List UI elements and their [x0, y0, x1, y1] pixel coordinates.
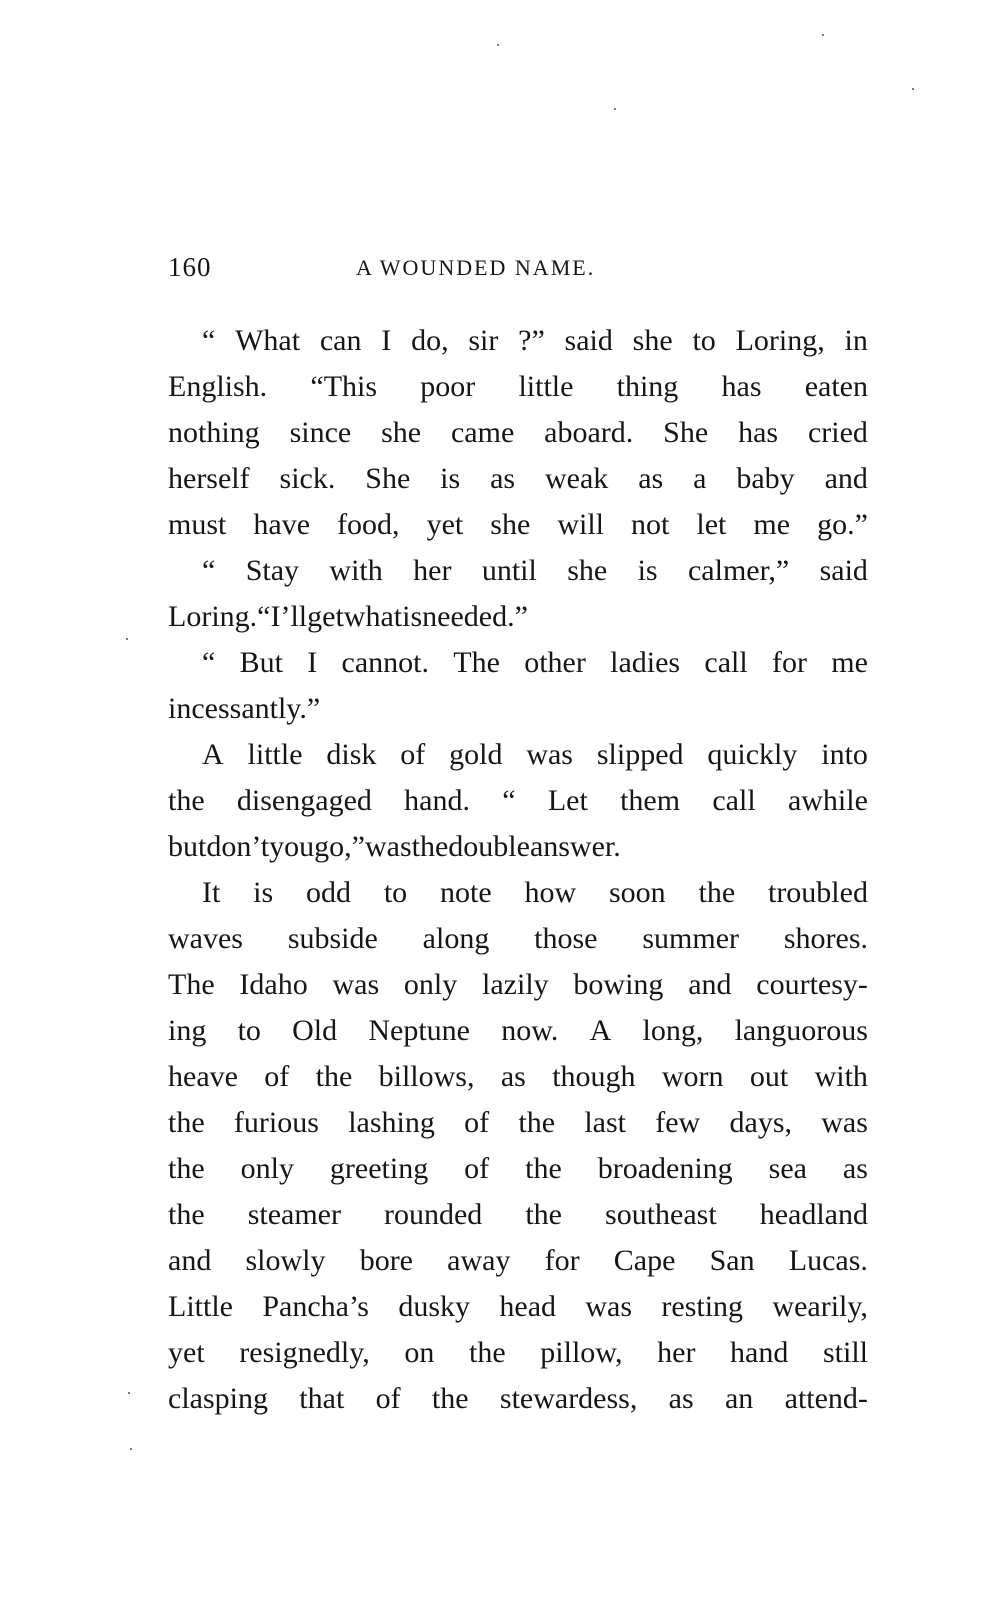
paper-speck [822, 34, 824, 36]
text-line [168, 410, 868, 456]
word: the [168, 784, 205, 817]
word: don’t [206, 830, 270, 863]
word: do, [411, 324, 449, 357]
word: Cape [613, 1244, 676, 1277]
word: came [450, 416, 515, 449]
word: can [319, 324, 362, 357]
word: said [819, 554, 868, 587]
word: you [269, 830, 315, 863]
word: me [831, 646, 868, 679]
text-line [168, 732, 868, 778]
word: to [383, 876, 408, 909]
word: call [704, 646, 748, 679]
word: and [688, 968, 732, 1001]
word: I [307, 646, 318, 679]
word: is [253, 876, 274, 909]
word: that [299, 1382, 345, 1415]
word: calmer,” [687, 554, 790, 587]
word: them [620, 784, 681, 817]
paper-speck [126, 638, 128, 640]
word: last [584, 1106, 626, 1139]
word: Loring. [168, 600, 258, 633]
word: the [431, 1382, 469, 1415]
text-line [168, 456, 868, 502]
word: Lucas. [788, 1244, 868, 1277]
word: baby [736, 462, 795, 495]
word: waves [168, 922, 243, 955]
word: Let [547, 784, 588, 817]
word: southeast [605, 1198, 717, 1231]
word: cried [807, 416, 868, 449]
word: was [585, 1290, 633, 1323]
word: What [235, 324, 301, 357]
word: have [253, 508, 311, 541]
word: disengaged [236, 784, 372, 817]
word: she [381, 416, 422, 449]
word: is [440, 462, 461, 495]
text-line [168, 962, 868, 1008]
word: slipped [596, 738, 684, 771]
word: steamer [247, 1198, 341, 1231]
word: as [668, 1382, 694, 1415]
word: eaten [804, 370, 868, 403]
word: gold [449, 738, 503, 771]
word: bore [359, 1244, 413, 1277]
word: into [821, 738, 868, 771]
word: ing [168, 1014, 207, 1047]
word: though [552, 1060, 636, 1093]
paper-speck [497, 44, 499, 46]
word: now. [501, 1014, 559, 1047]
text-line [168, 1330, 868, 1376]
word: “ [502, 784, 516, 817]
word: long, [642, 1014, 704, 1047]
word: troubled [767, 876, 868, 909]
word: languorous [734, 1014, 868, 1047]
word: the [469, 1336, 506, 1369]
word: courtesy- [756, 968, 868, 1001]
text-line [168, 916, 868, 962]
word: nothing [168, 416, 260, 449]
word: needed.” [422, 600, 528, 633]
word: as [638, 462, 664, 495]
word: sea [768, 1152, 807, 1185]
word: billows, [378, 1060, 475, 1093]
word: her [657, 1336, 696, 1369]
word: thing [616, 370, 679, 403]
word: for [771, 646, 807, 679]
word: attend- [784, 1382, 868, 1415]
word: the [168, 1152, 205, 1185]
word: and [168, 1244, 212, 1277]
text-line [168, 318, 868, 364]
body-text [168, 318, 868, 1422]
word: what [343, 600, 403, 633]
word: was [821, 1106, 868, 1139]
word: to [692, 324, 716, 357]
word: English. [168, 370, 268, 403]
word: I [381, 324, 392, 357]
word: note [440, 876, 492, 909]
word: furious [233, 1106, 319, 1139]
word: A [589, 1014, 612, 1047]
word: the [315, 1060, 353, 1093]
word: call [712, 784, 756, 817]
word: to [237, 1014, 261, 1047]
word: other [524, 646, 586, 679]
word: until [481, 554, 537, 587]
word: I’ll [270, 600, 308, 633]
word: hand. [404, 784, 470, 817]
word: still [822, 1336, 868, 1369]
text-line [168, 686, 868, 732]
word: go,” [314, 830, 365, 863]
word: the [518, 1106, 556, 1139]
word: Little [168, 1290, 233, 1323]
word: she [567, 554, 608, 587]
text-line [168, 1192, 868, 1238]
word: the [525, 1198, 562, 1231]
paper-speck [614, 108, 616, 110]
word: along [422, 922, 490, 955]
word: days, [729, 1106, 792, 1139]
word: is [637, 554, 658, 587]
word: odd [306, 876, 351, 909]
word: little [518, 370, 574, 403]
word: but [168, 830, 207, 863]
word: The [168, 968, 215, 1001]
word: yet [426, 508, 464, 541]
word: has [721, 370, 762, 403]
text-line [168, 640, 868, 686]
word: slowly [245, 1244, 326, 1277]
text-line [168, 824, 868, 870]
word: dusky [398, 1290, 471, 1323]
word: “ [202, 646, 216, 679]
word: hand [730, 1336, 789, 1369]
word: stewardess, [499, 1382, 638, 1415]
word: sir [468, 324, 499, 357]
word: sick. [279, 462, 336, 495]
word: get [307, 600, 344, 633]
word: lazily [482, 968, 549, 1001]
word: will [557, 508, 604, 541]
word: of [375, 1382, 401, 1415]
word: A [202, 738, 224, 771]
word: was [526, 738, 573, 771]
word: weak [545, 462, 609, 495]
word: the [411, 830, 449, 863]
word: out [749, 1060, 789, 1093]
text-line [168, 870, 868, 916]
word: disk [326, 738, 377, 771]
word: is [402, 600, 423, 633]
paper-speck [130, 1448, 132, 1450]
word: an [724, 1382, 754, 1415]
page-number: 160 [168, 252, 212, 282]
word: how [524, 876, 577, 909]
text-line [168, 594, 868, 640]
text-line [168, 364, 868, 410]
word: ?” [518, 324, 545, 357]
word: she [632, 324, 673, 357]
word: lashing [348, 1106, 435, 1139]
word: and [824, 462, 868, 495]
word: “ [257, 600, 271, 633]
word: clasping [168, 1382, 268, 1415]
word: as [842, 1152, 868, 1185]
word: wearily, [772, 1290, 868, 1323]
word: incessantly.” [168, 692, 321, 725]
word: awhile [787, 784, 868, 817]
word: her [413, 554, 452, 587]
word: aboard. [544, 416, 634, 449]
word: she [490, 508, 531, 541]
word: Stay [245, 554, 300, 587]
word: with [814, 1060, 868, 1093]
word: since [289, 416, 352, 449]
text-line [168, 502, 868, 548]
text-line [168, 1376, 868, 1422]
word: resting [661, 1290, 744, 1323]
word: for [544, 1244, 580, 1277]
word: subside [287, 922, 378, 955]
word: Neptune [368, 1014, 470, 1047]
word: cannot. [341, 646, 429, 679]
word: of [464, 1152, 490, 1185]
word: broadening [597, 1152, 733, 1185]
word: in [844, 324, 868, 357]
word: rounded [384, 1198, 483, 1231]
word: pillow, [540, 1336, 623, 1369]
word: as [490, 462, 516, 495]
text-line [168, 1054, 868, 1100]
word: of [464, 1106, 490, 1139]
word: a [693, 462, 707, 495]
word: me [753, 508, 791, 541]
word: summer [642, 922, 739, 955]
word: worn [661, 1060, 724, 1093]
paper-speck [128, 1392, 130, 1394]
word: “ [202, 554, 216, 587]
word: the [698, 876, 736, 909]
paper-speck [912, 88, 914, 90]
word: of [400, 738, 426, 771]
word: double [448, 830, 530, 863]
word: heave [168, 1060, 238, 1093]
word: ladies [610, 646, 681, 679]
word: go.” [817, 508, 868, 541]
word: greeting [329, 1152, 429, 1185]
word: not [631, 508, 670, 541]
word: herself [168, 462, 250, 495]
word: shores. [783, 922, 868, 955]
word: head [499, 1290, 557, 1323]
word: was [364, 830, 412, 863]
word: those [534, 922, 598, 955]
running-title: A WOUNDED NAME. [356, 255, 596, 280]
word: headland [759, 1198, 868, 1231]
word: let [696, 508, 727, 541]
word: Loring, [735, 324, 825, 357]
word: as [500, 1060, 526, 1093]
word: It [202, 876, 221, 909]
word: little [247, 738, 303, 771]
word: answer. [529, 830, 621, 863]
word: She [365, 462, 411, 495]
word: Pancha’s [262, 1290, 369, 1323]
word: away [447, 1244, 511, 1277]
word: yet [168, 1336, 205, 1369]
word: San [709, 1244, 755, 1277]
word: But [239, 646, 283, 679]
word: the [168, 1106, 205, 1139]
text-line [168, 1284, 868, 1330]
word: must [168, 508, 227, 541]
word: the [525, 1152, 562, 1185]
word: poor [420, 370, 476, 403]
word: food, [337, 508, 400, 541]
word: only [240, 1152, 294, 1185]
word: with [329, 554, 383, 587]
word: Old [292, 1014, 338, 1047]
page-header [168, 252, 868, 292]
text-line [168, 1008, 868, 1054]
text-line [168, 1100, 868, 1146]
word: has [738, 416, 779, 449]
text-line [168, 548, 868, 594]
word: “This [310, 370, 378, 403]
word: The [453, 646, 500, 679]
word: of [264, 1060, 290, 1093]
word: bowing [573, 968, 664, 1001]
word: She [663, 416, 709, 449]
word: said [564, 324, 613, 357]
word: was [332, 968, 380, 1001]
text-line [168, 778, 868, 824]
word: quickly [707, 738, 798, 771]
text-line [168, 1238, 868, 1284]
word: only [403, 968, 458, 1001]
word: few [655, 1106, 701, 1139]
word: on [404, 1336, 435, 1369]
word: soon [608, 876, 666, 909]
text-line [168, 1146, 868, 1192]
word: “ [202, 324, 216, 357]
word: the [168, 1198, 205, 1231]
word: resignedly, [239, 1336, 370, 1369]
word: Idaho [239, 968, 308, 1001]
